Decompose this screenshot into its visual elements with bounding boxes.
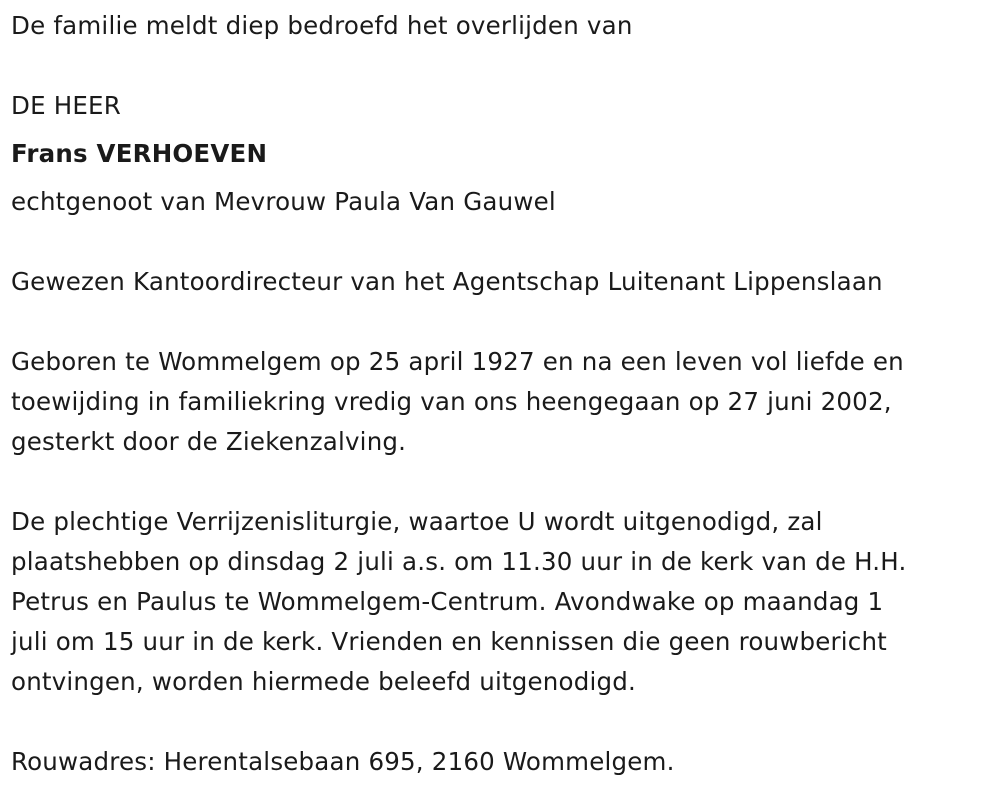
ceremony-line-4: juli om 15 uur in de kerk. Vrienden en kennissen die geen rouwbericht xyxy=(11,627,887,656)
spacer xyxy=(11,302,986,342)
spacer xyxy=(11,702,986,742)
ceremony-line-1: De plechtige Verrijzenisliturgie, waartoe U wordt uitgenodigd, zal xyxy=(11,507,823,536)
death-notice xyxy=(11,6,986,782)
ceremony-line-5: ontvingen, worden hiermede beleefd uitgenodigd. xyxy=(11,667,636,696)
spacer xyxy=(11,462,986,502)
spacer xyxy=(11,126,986,134)
spacer xyxy=(11,174,986,182)
ceremony-line-2: plaatshebben op dinsdag 2 juli a.s. om 11.30 uur in de kerk van de H.H. xyxy=(11,547,907,576)
birth-line-1: Geboren te Wommelgem op 25 april 1927 en na een leven vol liefde en xyxy=(11,347,904,376)
intro-line: De familie meldt diep bedroefd het overlijden van xyxy=(11,11,633,40)
occupation-line: Gewezen Kantoordirecteur van het Agentschap Luitenant Lippenslaan xyxy=(11,267,883,296)
address-line: Rouwadres: Herentalsebaan 695, 2160 Wommelgem. xyxy=(11,747,675,776)
birth-line-3: gesterkt door de Ziekenzalving. xyxy=(11,427,407,456)
title-line: DE HEER xyxy=(11,91,121,120)
spouse-line: echtgenoot van Mevrouw Paula Van Gauwel xyxy=(11,187,556,216)
spacer xyxy=(11,222,986,262)
ceremony-line-3: Petrus en Paulus te Wommelgem-Centrum. Avondwake op maandag 1 xyxy=(11,587,884,616)
spacer xyxy=(11,46,986,86)
deceased-name: Frans VERHOEVEN xyxy=(11,139,268,168)
birth-line-2: toewijding in familiekring vredig van ons heengegaan op 27 juni 2002, xyxy=(11,387,892,416)
